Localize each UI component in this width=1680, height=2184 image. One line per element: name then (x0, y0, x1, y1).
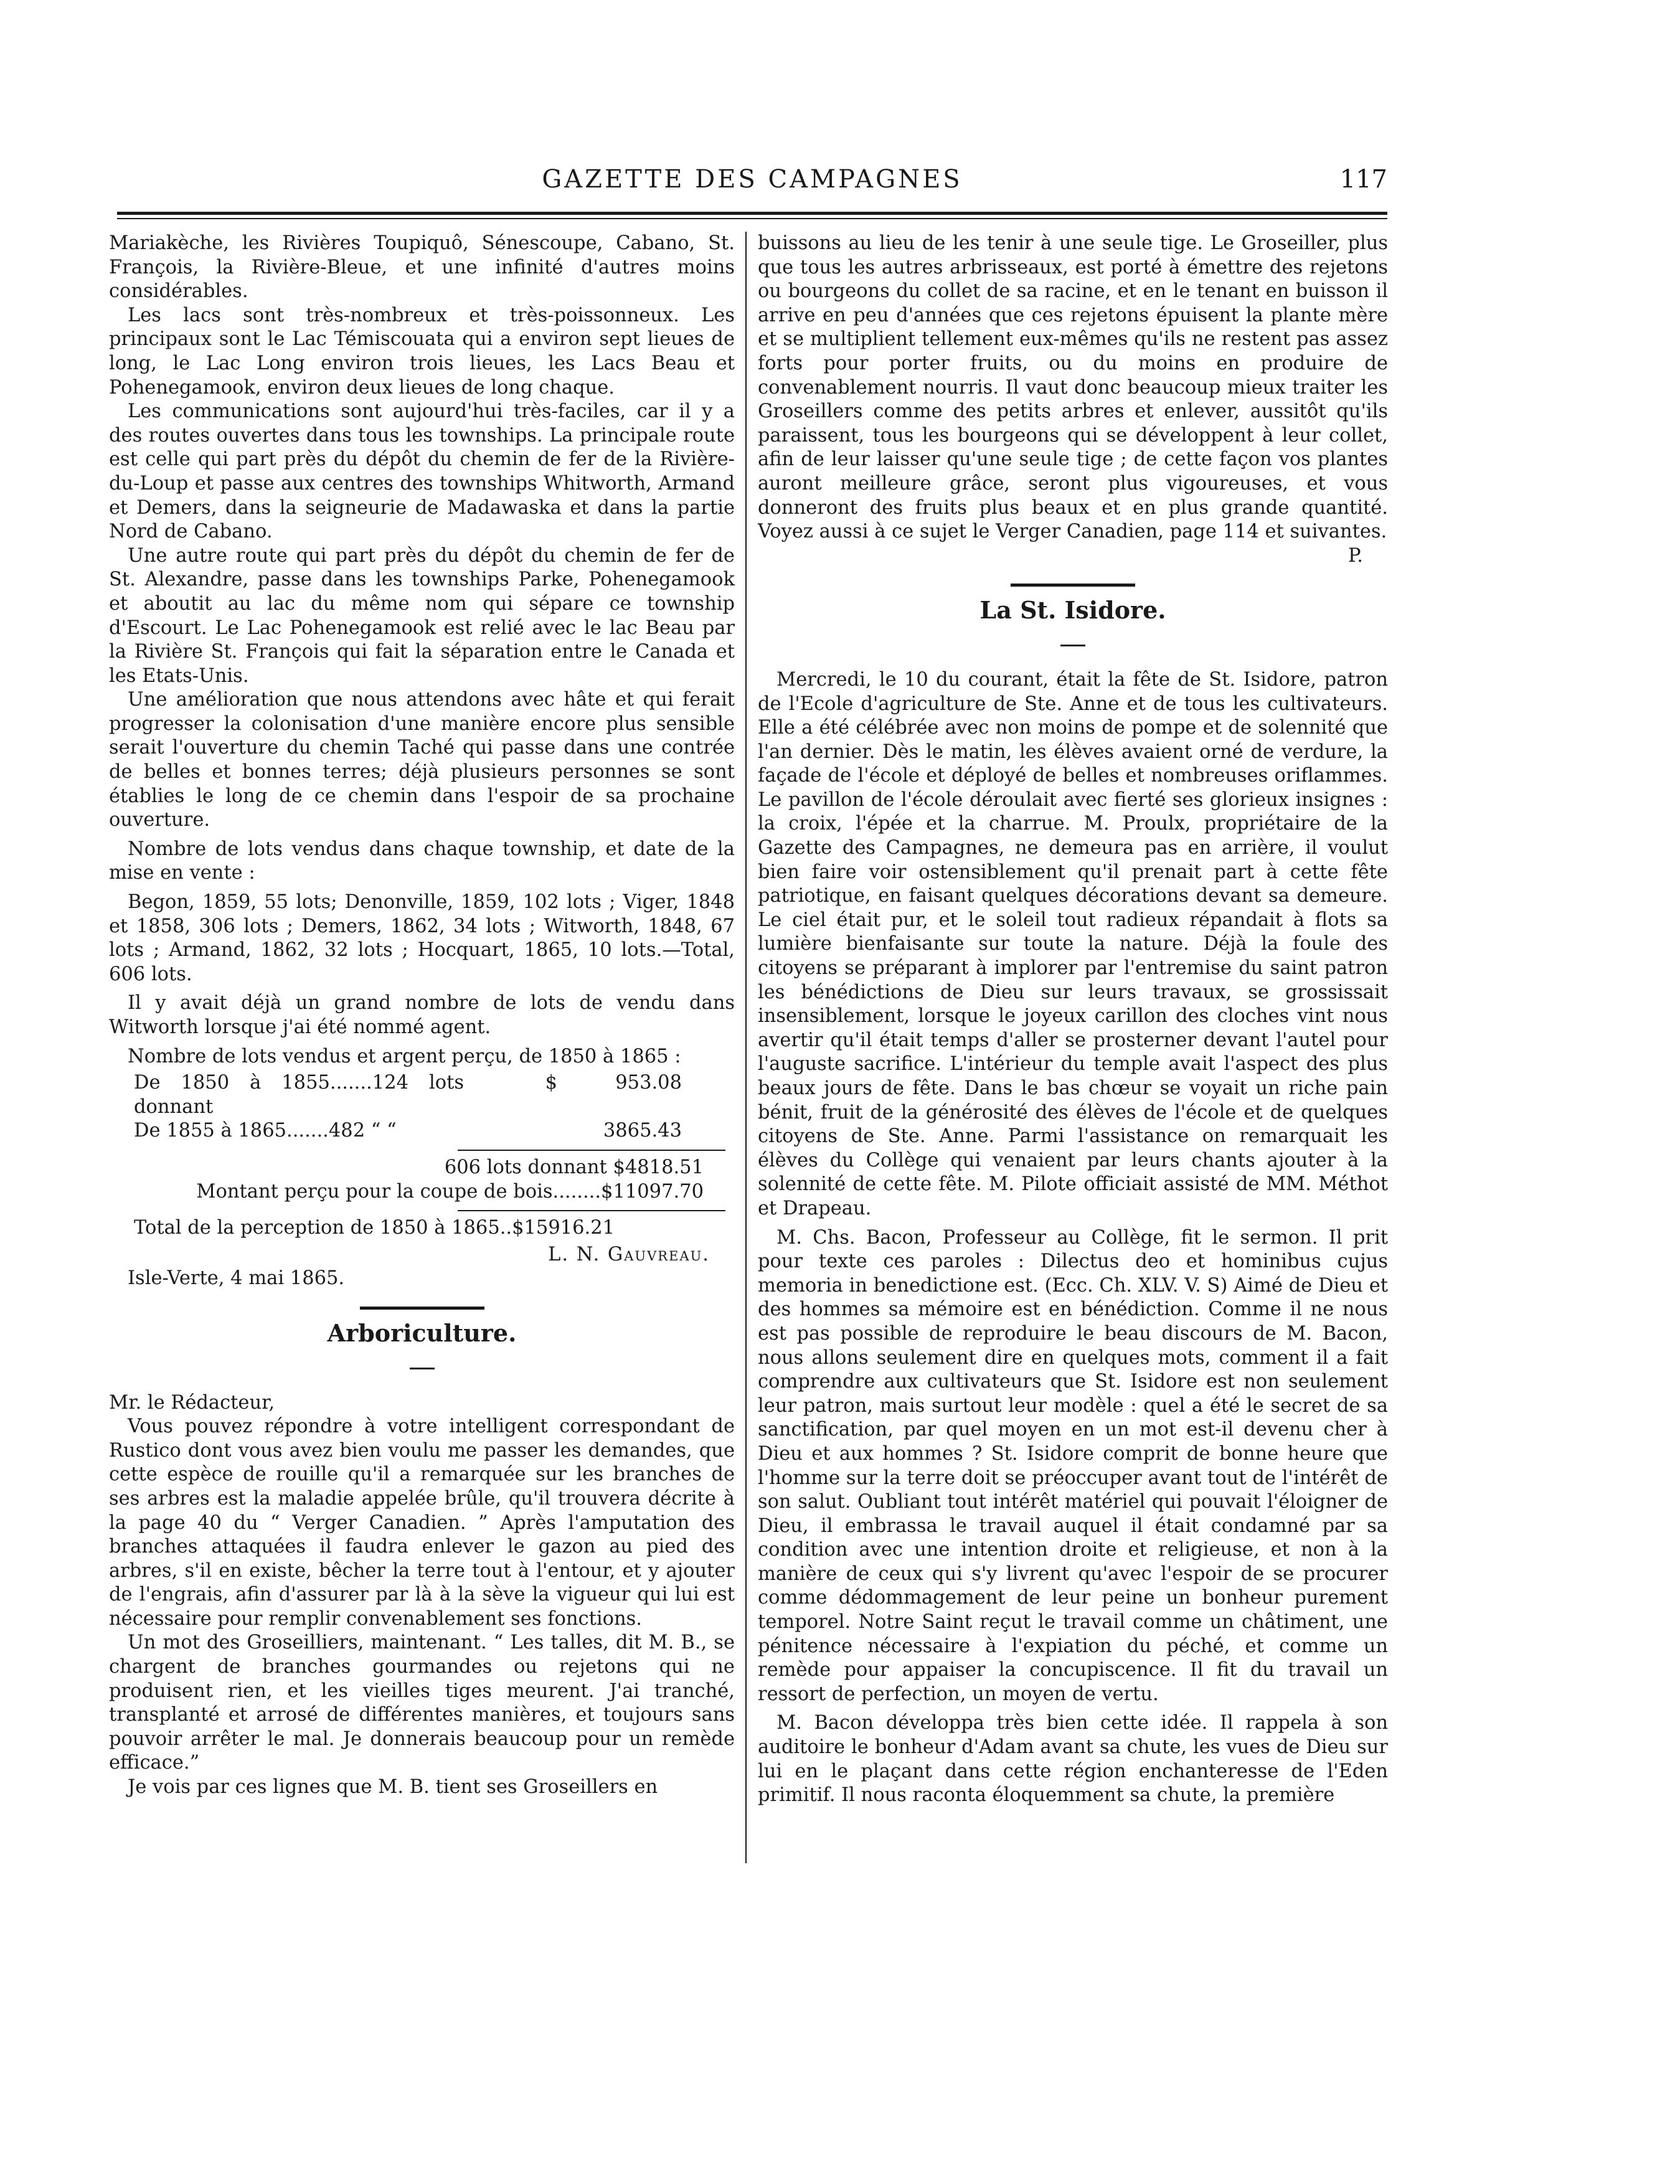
paragraph: buissons au lieu de les tenir à une seule tige. Le Groseiller, plus que tous les autres arbrisseaux, est porté à émettre des rejetons ou bourgeons du collet de sa racine, et en le tenant en buisson il arrive en peu d'années que ces rejetons épuisent la plante mère et se multiplient tellement eux-mêmes qu'ils ne restent pas assez forts pour porter fruits, ou du moins en produire de convenablement nourris. Il vaut donc beaucoup mieux traiter les Groseillers comme des petits arbres et enlever, aussitôt qu'ils paraissent, tous les bourgeons qui se développent à leur collet, afin de leur laisser qu'une seule tige ; de cette façon vos plantes auront meilleure grâce, seront plus vigoureuses, et vous donneront des fruits plus beaux et en plus grande quantité. Voyez aussi à ce sujet le Verger Canadien, page 114 et suivantes. (758, 232, 1388, 543)
paragraph: Les communications sont aujourd'hui très-faciles, car il y a des routes ouvertes dans tous les townships. La principale route est celle qui part près du dépôt du chemin de fer de la Rivière-du-Loup et passe aux centres des townships Whitworth, Armand et Demers, dans la seigneurie de Madawaska et dans la partie Nord de Cabano. (109, 400, 735, 543)
paragraph: Nombre de lots vendus et argent perçu, de 1850 à 1865 : (128, 1045, 681, 1067)
paragraph: M. Bacon développa très bien cette idée. Il rappela à son auditoire le bonheur d'Adam avant sa chute, les vues de Dieu sur lui en le plaçant dans cette région enchanteresse de l'Eden primitif. Il nous raconta éloquemment sa chute, la première (758, 1712, 1388, 1807)
paragraph: Une autre route qui part près du dépôt du chemin de fer de St. Alexandre, passe dans les townships Parke, Pohenegamook et aboutit au lac du même nom qui sépare ce township d'Escourt. Le Lac Pohenegamook est relié avec le lac Beau par la Rivière St. François qui fait la séparation entre le Canada et les Etats-Unis. (109, 544, 735, 687)
section-title-arboriculture: Arboriculture. (327, 1318, 517, 1347)
page-header (117, 161, 1387, 210)
right-column (758, 232, 1388, 1808)
sum-rule (458, 1150, 725, 1151)
paragraph: Begon, 1859, 55 lots; Denonville, 1859, 102 lots ; Viger, 1848 et 1858, 306 lots ; Demers, 1862, 34 lots ; Witworth, 1848, 67 lots ; Armand, 1862, 32 lots ; Hocquart, 1865, 10 lots.—Total, 606 lots. (109, 891, 735, 985)
paragraph: Un mot des Groseilliers, maintenant. “ Les talles, dit M. B., se chargent de branches gourmandes ou rejetons qui ne produisent rien, et les vieilles tiges meurent. J'ai tranché, transplanté et arrosé de différentes manières, et toujours sans pouvoir arrêter le mal. Je donnerais beaucoup pour un remède efficace.” (109, 1632, 735, 1774)
signature: P. (1347, 544, 1363, 567)
table-row (109, 1071, 735, 1119)
table-row (109, 1119, 735, 1143)
row-label: De 1855 à 1865.......482 “ “ (134, 1120, 397, 1142)
lots-table (109, 1071, 735, 1241)
sum-rule (458, 1210, 725, 1211)
title-underline (758, 629, 1388, 653)
bois-line: Montant perçu pour la coupe de bois........$11097.70 (196, 1180, 704, 1203)
row-amount: 3865.43 (603, 1120, 682, 1142)
paragraph: Mariakèche, les Rivières Toupiquô, Sénescoupe, Cabano, St. François, la Rivière-Bleue, et une infinité d'autres moins considérables. (109, 232, 735, 303)
paragraph: Il y avait déjà un grand nombre de lots de vendu dans Witworth lorsque j'ai été nommé agent. (109, 992, 735, 1038)
paragraph: Mercredi, le 10 du courant, était la fête de St. Isidore, patron de l'Ecole d'agriculture de Ste. Anne et de tous les cultivateurs. Elle a été célébrée avec non moins de pompe et de solennité que l'an dernier. Dès le matin, les élèves avaient orné de verdure, la façade de l'école et déployé de belles et nombreuses oriflammes. Le pavillon de l'école déroulait avec fierté ses glorieux insignes : la croix, l'épée et la charrue. M. Proulx, propriétaire de la Gazette des Campagnes, ne demeura pas en arrière, il voulut bien faire voir ostensiblement qu'il prenait part à cette fête patriotique, en faisant quelques décorations devant sa demeure. Le ciel était pur, et le soleil tout radieux répandait à flots sa lumière bienfaisante sur toute la nature. Déjà la foule des citoyens se préparant à implorer par l'entremise du saint patron les bénédictions de Dieu sur leurs travaux, se grossissait insensiblement, lorsque le joyeux carillon des cloches vint nous avertir qu'il était temps d'aller se prosterner devant l'autel pour l'auguste sacrifice. L'intérieur du temple avait l'aspect des plus beaux jours de fête. Dans le bas chœur se voyait un riche pain bénit, fruit de la générosité des élèves de l'école et de quelques citoyens de Ste. Anne. Parmi l'assistance on remarquait les élèves du Collège qui venaient par leurs chants ajouter à la solennité de cette fête. M. Pilote officiait assisté de MM. Méthot et Drapeau. (758, 668, 1388, 1219)
section-separator (758, 577, 1388, 592)
paragraph: M. Chs. Bacon, Professeur au Collège, fit le sermon. Il prit pour texte ces paroles : Dilectus deo et hominibus cujus memoria in benedictione est. (Ecc. Ch. XLV. V. S) Aimé de Dieu et des hommes sa mémoire est en bénédiction. Comme il ne nous est pas possible de reproduire le beau discours de M. Bacon, nous allons seulement dire en quelques mots, comment il a fait comprendre aux cultivateurs que St. Isidore est non seulement leur patron, mais surtout leur modèle : quel a été le secret de sa sanctification, par quel moyen en un mot est-il devenu cher à Dieu et aux hommes ? St. Isidore comprit de bonne heure que l'homme sur la terre doit se préoccuper avant tout de l'intérêt de son salut. Oubliant tout intérêt matériel qui pouvait l'éloigner de Dieu, il embrassa le travail auquel il était condamné par sa condition avec une intention droite et religieuse, et non à la manière de ceux qui s'y livrent qu'avec l'espoir de se procurer comme dédommagement de leur peine un bonheur purement temporel. Notre Saint reçut le travail comme un châtiment, une pénitence nécessaire à l'expiation du péché, et comme un remède pour appaiser la concupiscence. Il fit du travail un ressort de perfection, un moyen de vertu. (758, 1226, 1388, 1705)
row-currency: $ (545, 1072, 557, 1094)
row-label: De 1850 à 1855.......124 lots donnant (134, 1072, 464, 1118)
salutation: Mr. le Rédacteur, (109, 1391, 275, 1414)
paragraph: Les lacs sont très-nombreux et très-poissonneux. Les principaux sont le Lac Témiscouata qui a environ sept lieues de long, le Lac Long environ trois lieues, les Lacs Beau et Pohenegamook, environ deux lieues de long chaque. (109, 304, 735, 399)
left-column (109, 232, 735, 1800)
signature: L. N. Gauvreau. (548, 1243, 710, 1265)
place-date: Isle-Verte, 4 mai 1865. (128, 1267, 345, 1290)
header-rule-thick (117, 212, 1387, 215)
subtotal-line: 606 lots donnant $4818.51 (444, 1156, 704, 1178)
column-divider (745, 232, 747, 1863)
total-line: Total de la perception de 1850 à 1865..$15916.21 (134, 1217, 615, 1239)
page-number: 117 (1339, 165, 1387, 194)
paragraph: Nombre de lots vendus dans chaque township, et date de la mise en vente : (109, 838, 735, 884)
row-currency (464, 1119, 557, 1143)
section-title-st-isidore: La St. Isidore. (979, 596, 1166, 625)
section-separator (109, 1300, 735, 1315)
header-rule-thin (117, 218, 1387, 219)
publication-title: GAZETTE DES CAMPAGNES (542, 165, 963, 194)
paragraph: Une amélioration que nous attendons avec hâte et qui ferait progresser la colonisation d'une manière encore plus sensible serait l'ouverture du chemin Taché qui passe dans une contrée de belles et bonnes terres; déjà plusieurs personnes se sont établies le long de ce chemin dans l'espoir de sa prochaine ouverture. (109, 689, 735, 831)
title-underline (109, 1352, 735, 1376)
row-amount: 953.08 (615, 1072, 682, 1094)
paragraph: Vous pouvez répondre à votre intelligent correspondant de Rustico dont vous avez bien voulu me passer les demandes, que cette espèce de rouille qu'il a remarquée sur les branches de ses arbres est la maladie appelée brûle, qu'il trouvera décrite à la page 40 du “ Verger Canadien. ” Après l'amputation des branches attaquées il faudra enlever le gazon au pied des arbres, s'il en existe, bêcher la terre tout à l'entour, et y ajouter de l'engrais, afin d'assurer par là à la sève la vigueur qui lui est nécessaire pour remplir convenablement ses fonctions. (109, 1416, 735, 1630)
paragraph: Je vois par ces lignes que M. B. tient ses Groseillers en (128, 1776, 658, 1799)
